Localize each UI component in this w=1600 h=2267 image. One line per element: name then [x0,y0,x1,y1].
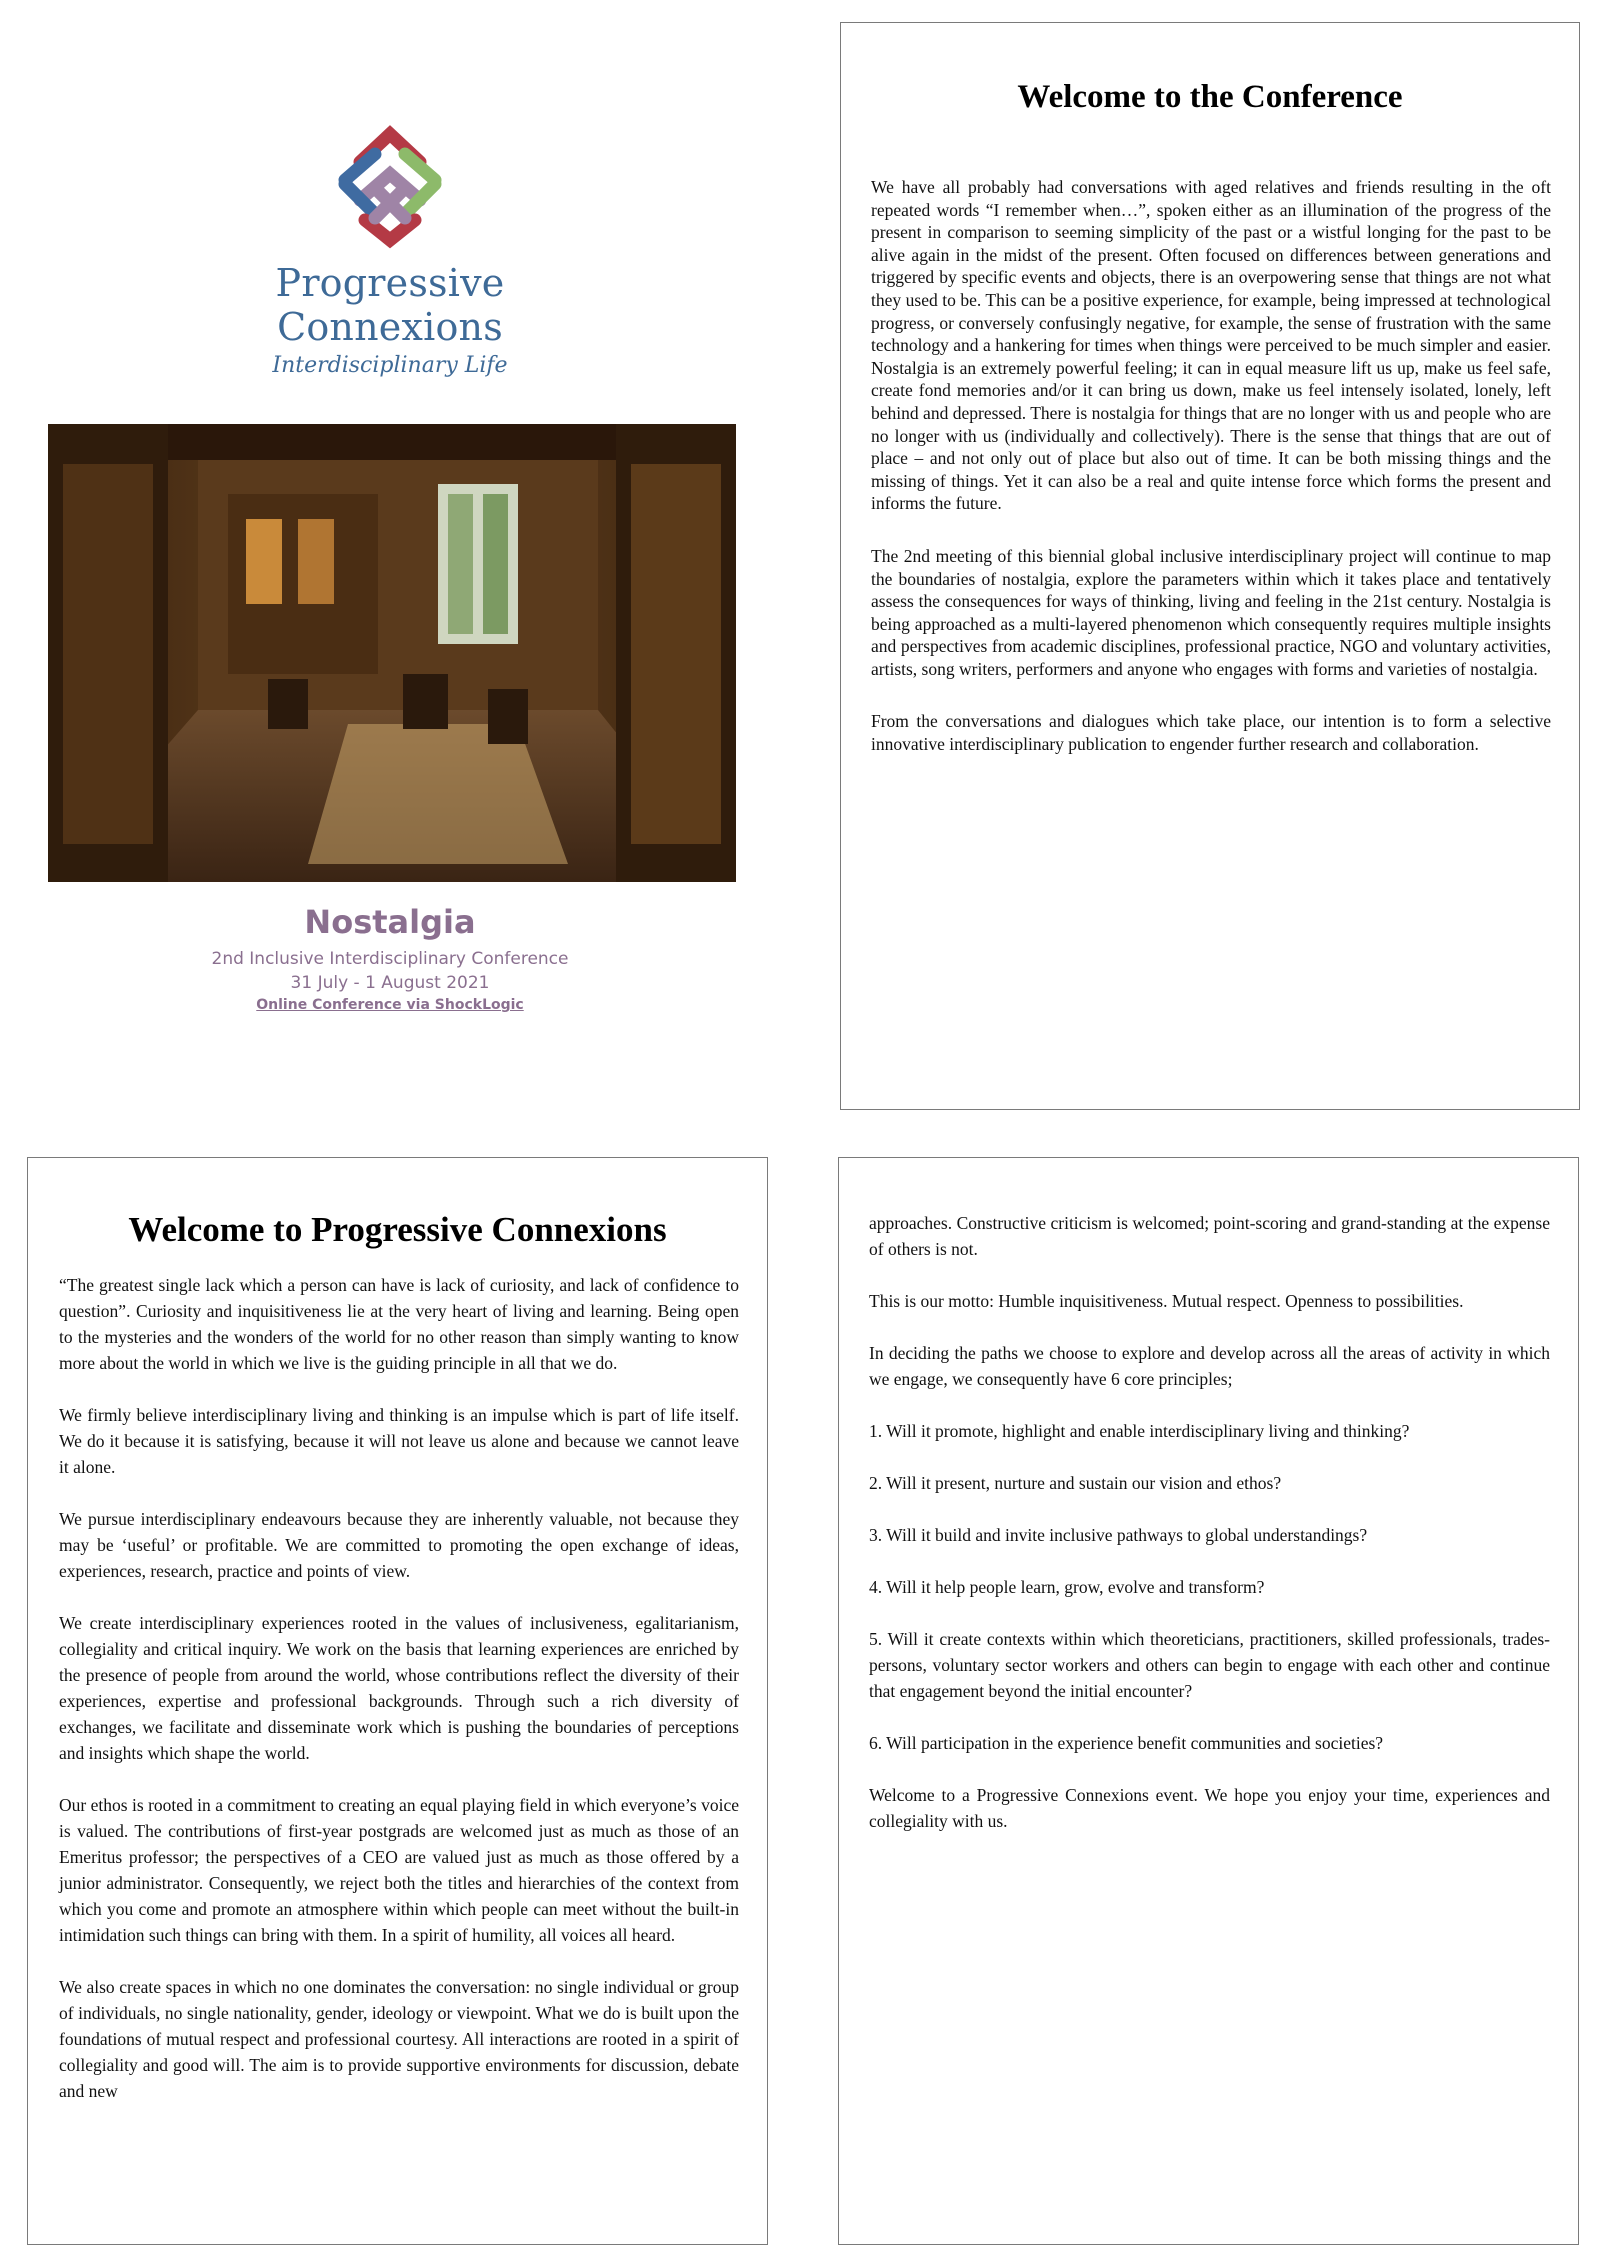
principle-2: 2. Will it present, nurture and sustain our vision and ethos? [869,1473,1282,1493]
conference-link[interactable]: Online Conference via ShockLogic [256,997,524,1013]
page-body [871,176,1551,786]
paragraph: We create interdisciplinary experiences rooted in the values of inclusiveness, egalitarianism, collegiality and critical inquiry. We work on the basis that learning experiences are enriched by the presence of people from around the world, whose contributions reflect the diversity of their experiences, expertise and professional backgrounds. Through such a rich diversity of exchanges, we facilitate and disseminate work which is pushing the boundaries of perceptions and insights which shape the world. [59,1613,739,1763]
paragraph: approaches. Constructive criticism is welcomed; point-scoring and grand-standing at the expense of others is not. [869,1213,1550,1259]
conference-subtitle: 2nd Inclusive Interdisciplinary Conference [211,949,569,969]
page-welcome-progressive-connexions [27,1157,768,2245]
brand-tagline: Interdisciplinary Life [272,353,508,378]
page-continuation [838,1157,1579,2245]
page-title: Welcome to the Conference [1017,79,1403,115]
paragraph: We also create spaces in which no one dominates the conversation: no single individual or group of individuals, no single nationality, gender, ideology or viewpoint. What we do is built upon the foundations of mutual respect and professional courtesy. All interactions are rooted in a spirit of collegiality and good will. The aim is to provide supportive environments for discussion, debate and new [59,1977,739,2101]
paragraph: The 2nd meeting of this biennial global inclusive interdisciplinary project will continue to map the boundaries of nostalgia, explore the parameters within which it takes place and tentatively assess the consequences for ways of thinking, living and feeling in the 21st century. Nostalgia is being approached as a multi-layered phenomenon which consequently requires multiple insights and perspectives from academic disciplines, professional practice, NGO and voluntary activities, artists, song writers, performers and anyone who engages with forms and varieties of nostalgia. [871,545,1551,679]
principle-6: 6. Will participation in the experience benefit communities and societies? [869,1733,1384,1753]
conference-info [100,903,680,1013]
page-body [59,1272,739,2104]
principle-3: 3. Will it build and invite inclusive pathways to global understandings? [869,1525,1368,1545]
principle-1: 1. Will it promote, highlight and enable interdisciplinary living and thinking? [869,1421,1410,1441]
knot-logo-icon [320,122,460,252]
cover-page [0,0,790,1110]
paragraph: In deciding the paths we choose to explore and develop across all the areas of activity in which we engage, we consequently have 6 core principles; [869,1343,1550,1389]
paragraph: We firmly believe interdisciplinary living and thinking is an impulse which is part of life itself. We do it because it is satisfying, because it will not leave us alone and because we cannot leave it alone. [59,1405,739,1477]
paragraph: We pursue interdisciplinary endeavours because they are inherently valuable, not because they may be ‘useful’ or profitable. We are committed to promoting the open exchange of ideas, experiences, research, practice and points of view. [59,1509,739,1581]
principle-5: 5. Will it create contexts within which theoreticians, practitioners, skilled professionals, trades-persons, voluntary sector workers and others can begin to engage with each other and continue that engagement beyond the initial encounter? [869,1629,1550,1701]
conference-dates: 31 July - 1 August 2021 [290,973,490,993]
paragraph: “The greatest single lack which a person can have is lack of curiosity, and lack of confidence to question”. Curiosity and inquisitiveness lie at the very heart of living and learning. Being open to the mysteries and the wonders of the world for no other reason than simply wanting to know more about the world in which we live is the guiding principle in all that we do. [59,1275,739,1373]
principle-4: 4. Will it help people learn, grow, evolve and transform? [869,1577,1265,1597]
paragraph: From the conversations and dialogues which take place, our intention is to form a selective innovative interdisciplinary publication to engender further research and collaboration. [871,711,1551,755]
motto: This is our motto: Humble inquisitiveness. Mutual respect. Openness to possibilities. [869,1291,1464,1311]
page-welcome-conference [840,22,1580,1110]
page-title: Welcome to Progressive Connexions [128,1210,667,1249]
closing-paragraph: Welcome to a Progressive Connexions event. We hope you enjoy your time, experiences and collegiality with us. [869,1785,1550,1831]
paragraph: Our ethos is rooted in a commitment to creating an equal playing field in which everyone’s voice is valued. The contributions of first-year postgrads are welcomed just as much as those of an Emeritus professor; the perspectives of a CEO are valued just as much as those offered by a junior administrator. Consequently, we reject both the titles and hierarchies of the context from which you come and promote an atmosphere within which people can meet without the built-in intimidation such things can bring with them. In a spirit of humility, all voices all heard. [59,1795,739,1945]
page-body [869,1210,1550,1834]
brand-block [170,122,610,378]
brand-name: Progressive Connexions [275,261,505,349]
interior-photo [48,424,736,882]
paragraph: We have all probably had conversations with aged relatives and friends resulting in the oft repeated words “I remember when…”, spoken either as an illumination of the progress of the present in comparison to seeming simplicity of the past or a wistful longing for the past to be alive again in the midst of the present. Often focused on differences between generations and triggered by specific events and objects, there is an overpowering sense that things are not what they used to be. This can be a positive experience, for example, being impressed at technological progress, or conversely confusingly negative, for example, the sense of frustration with the same technology and a hankering for times when things were perceived to be much simpler and easier. Nostalgia is an extremely powerful feeling; it can in equal measure lift us up, make us feel safe, create fond memories and/or it can bring us down, make us feel intensely isolated, lonely, left behind and depressed. There is nostalgia for things that are no longer with us and people who are no longer with us (individually and collectively). There is the sense that things that are out of place – and not only out of place but also out of time. It can be both missing things and the missing of things. Yet it can also be a real and quite intense force which forms the present and informs the future. [871,177,1551,514]
conference-name: Nostalgia [304,903,476,941]
